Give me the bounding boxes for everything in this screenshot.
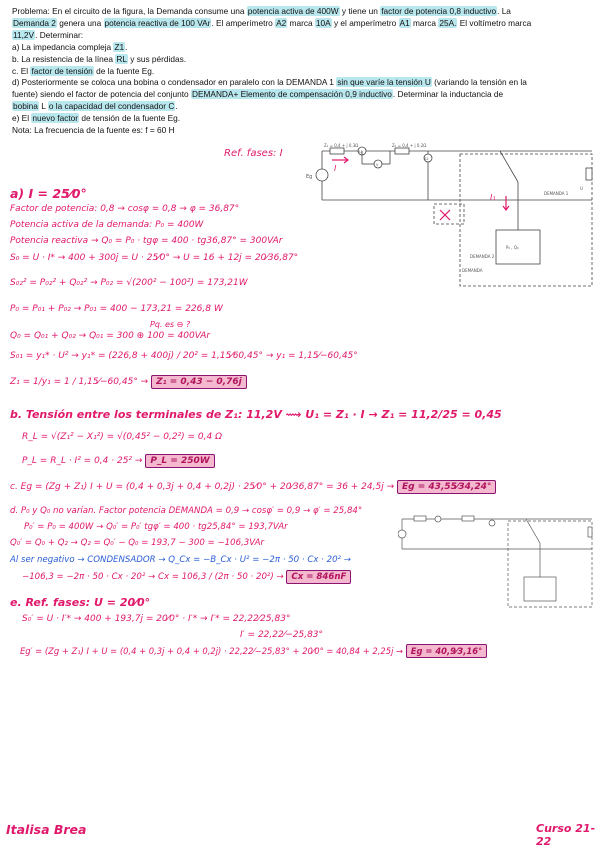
highlight: 10A <box>315 17 331 28</box>
fig1-current-i1: I₁ <box>490 193 496 202</box>
fig1-a1: A1 <box>358 150 363 154</box>
text: marca <box>410 17 439 28</box>
highlight: Demanda 2 <box>13 17 56 28</box>
question-d <box>12 77 590 113</box>
highlight: o la capacidad del condensador C <box>48 101 175 112</box>
text: −106,3 = −2π · 50 · Cx · 20² → Cx = 106,3 / (2π · 50 · 20²) → <box>22 572 284 582</box>
text: Problema: En el circuito de la figura, la Demanda consume una <box>12 6 247 16</box>
highlight: 25A. <box>439 17 457 28</box>
text: y el amperímetro <box>331 17 399 28</box>
answer-a-reactive-power: Potencia reactiva → Q₀ = P₀ · tgφ = 400 · tg36,87° = 300VAr <box>10 236 283 246</box>
text: P_L = R_L · I² = 0,4 · 25² → <box>22 456 143 466</box>
answer-a-q01: Q₀ = Q₀₁ + Q₀₂ → Q₀₁ = 300 ⊕ 100 = 400VAr <box>10 331 211 341</box>
fig1-label-z-a: Z₁ = 0,4 + j 0,3Ω <box>324 143 359 148</box>
highlight: Z1 <box>114 41 125 52</box>
question-e <box>12 113 590 125</box>
answer-a-sign-note: Pq. es ⊖ ? <box>150 320 191 329</box>
fig1-u: U <box>580 186 583 191</box>
highlight: nuevo factor <box>32 113 79 124</box>
text: . Determinar la inductancia de <box>392 89 504 100</box>
highlight: potencia activa de 400W <box>247 6 339 16</box>
reference-phases-note: Ref. fases: I <box>224 148 283 159</box>
highlight: bobina <box>13 101 38 112</box>
highlight: 11,2V <box>13 29 35 40</box>
answer-e-current: I′ = 22,22⁄−25,83° <box>240 630 324 640</box>
result-eg: Eg = 43,55⁄34,24° <box>397 480 496 494</box>
circuit-figure-1 <box>300 138 594 290</box>
highlight: sin que varíe la tensión U <box>337 77 431 88</box>
answer-e-ref: e. Ref. fases: U = 20⁄0° <box>10 596 151 609</box>
highlight: DEMANDA+ Elemento de compensación 0,9 inductivo <box>191 89 392 100</box>
question-a <box>12 42 590 54</box>
frequency-note: Nota: La frecuencia de la fuente es: f = 60 H <box>12 125 175 136</box>
fig1-label-z-b: Z₁ = 0,4 + j 0,2Ω <box>392 143 427 148</box>
text: genera una <box>56 17 104 28</box>
highlight: factor de potencia 0,8 inductivo <box>381 6 497 16</box>
problem-line-3 <box>12 30 590 42</box>
answer-d-qx: Q₀′ = Q₀ + Q₂ → Q₂ = Q₀′ − Q₀ = 193,7 − 300 = −106,3VAr <box>10 538 264 548</box>
problem-line-1 <box>12 6 590 18</box>
question-b <box>12 54 590 66</box>
text: c. Eg = (Zg + Z₁) I + U = (0,4 + 0,3j + 0,4 + 0,2j) · 25⁄0° + 20⁄36,87° = 36 + 24,5j → <box>10 482 395 492</box>
text: y sus pérdidas. <box>127 53 187 64</box>
answer-a-active-power: Potencia activa de la demanda: P₀ = 400W <box>10 220 204 230</box>
answer-a-p01: P₀ = P₀₁ + P₀₂ → P₀₁ = 400 − 173,21 = 226,8 W <box>10 304 223 314</box>
text: . El amperímetro <box>211 17 276 28</box>
answer-d-cx <box>22 572 351 582</box>
answer-a-voltage: S₀ = U · I* → 400 + 300j = U · 25⁄0° → U = 16 + 12j = 20⁄36,87° <box>10 253 299 263</box>
problem-line-2 <box>12 18 590 30</box>
text: (variando la tensión en la <box>431 77 527 88</box>
text: . La <box>497 6 511 16</box>
text: . <box>125 41 128 52</box>
answer-a-current: a) I = 25⁄0° <box>10 186 87 201</box>
problem-statement <box>12 6 590 137</box>
answer-a-p02: S₀₂² = P₀₂² + Q₀₂² → P₀₂ = √(200² − 100²) = 173,21W <box>10 278 248 288</box>
answer-b-voltage: b. Tensión entre los terminales de Z₁: 11,2V ⟿ U₁ = Z₁ · I → Z₁ = 11,2/25 = 0,45 <box>10 408 502 421</box>
fig1-v: V <box>376 163 379 167</box>
text: a) La impedancia compleja <box>12 41 114 52</box>
text: de tensión de la fuente Eg. <box>79 113 181 124</box>
text: L <box>38 101 48 112</box>
text: . <box>175 101 178 112</box>
highlight: factor de tensión <box>31 65 93 76</box>
text: c. El <box>12 65 31 76</box>
result-pl: P_L = 250W <box>145 454 214 468</box>
text: de la fuente Eg. <box>93 65 155 76</box>
text: fuente) siendo el factor de potencia del conjunto <box>12 89 191 100</box>
text: d) Posteriormente se coloca una bobina o condensador en paralelo con la DEMANDA 1 <box>12 77 337 88</box>
result-eg-new: Eg = 40,9⁄3,16° <box>406 644 487 658</box>
highlight: A1 <box>399 17 410 28</box>
result-cx: Cx = 846nF <box>286 570 351 584</box>
answer-a-power-factor: Factor de potencia: 0,8 → cosφ = 0,8 → φ = 36,87° <box>10 204 240 214</box>
fig1-demanda1: DEMANDA 1 <box>544 191 569 196</box>
fig1-demanda2: DEMANDA 2 <box>470 254 495 259</box>
answer-d-q0-new: P₀′ = P₀ = 400W → Q₀′ = P₀′ tgφ′ = 400 · tg25,84° = 193,7VAr <box>24 522 288 532</box>
text: . Determinar: <box>35 29 84 40</box>
answer-b-losses <box>22 456 215 466</box>
answer-a-admittance: S₀₁ = y₁* · U² → y₁* = (226,8 + 400j) / 20² = 1,15⁄60,45° → y₁ = 1,15⁄−60,45° <box>10 351 358 361</box>
highlight: A2 <box>276 17 287 28</box>
answer-d-capacitor: Al ser negativo → CONDENSADOR → Q_Cx = −B_Cx · U² = −2π · 50 · Cx · 20² → <box>10 555 351 565</box>
answer-c-eg <box>10 482 496 492</box>
highlight: potencia reactiva de 100 VAr <box>104 17 211 28</box>
answer-e-eg-new <box>20 646 487 656</box>
answer-a-impedance <box>10 377 247 387</box>
text: El voltímetro marca <box>457 17 532 28</box>
text: y tiene un <box>339 6 381 16</box>
text: Z₁ = 1/y₁ = 1 / 1,15⁄−60,45° → <box>10 377 149 387</box>
circuit-figure-2 <box>398 507 594 610</box>
author-signature: Italisa Brea <box>6 822 87 837</box>
text: Eg′ = (Zg + Z₁) I + U = (0,4 + 0,3j + 0,4 + 0,2j) · 22,22⁄−25,83° + 20⁄0° = 40,84 + 2,25j → <box>20 646 404 656</box>
answer-d-pf: d. P₀ y Q₀ no varían. Factor potencia DEMANDA = 0,9 → cosφ′ = 0,9 → φ′ = 25,84° <box>10 506 363 516</box>
result-z1: Z₁ = 0,43 − 0,76j <box>151 375 247 389</box>
fig1-demanda: DEMANDA <box>462 268 483 273</box>
fig1-pq: P₀ , Q₀ <box>506 245 519 250</box>
fig1-current-i: I <box>334 164 337 173</box>
course-label: Curso 21-22 <box>536 822 596 848</box>
question-c <box>12 66 590 78</box>
highlight: RL <box>116 53 127 64</box>
text: b. La resistencia de la línea <box>12 53 116 64</box>
fig1-a2: A2 <box>424 157 429 161</box>
text: marca <box>287 17 315 28</box>
text: e) El <box>12 113 32 124</box>
answer-e-current-conj: S₀′ = U · I′* → 400 + 193,7j = 20⁄0° · I′* → I′* = 22,22⁄25,83° <box>22 614 291 624</box>
answer-b-resistance: R_L = √(Z₁² − X₁²) = √(0,45² − 0,2²) = 0,4 Ω <box>22 432 222 442</box>
fig1-eg-label: Eg <box>306 174 313 180</box>
